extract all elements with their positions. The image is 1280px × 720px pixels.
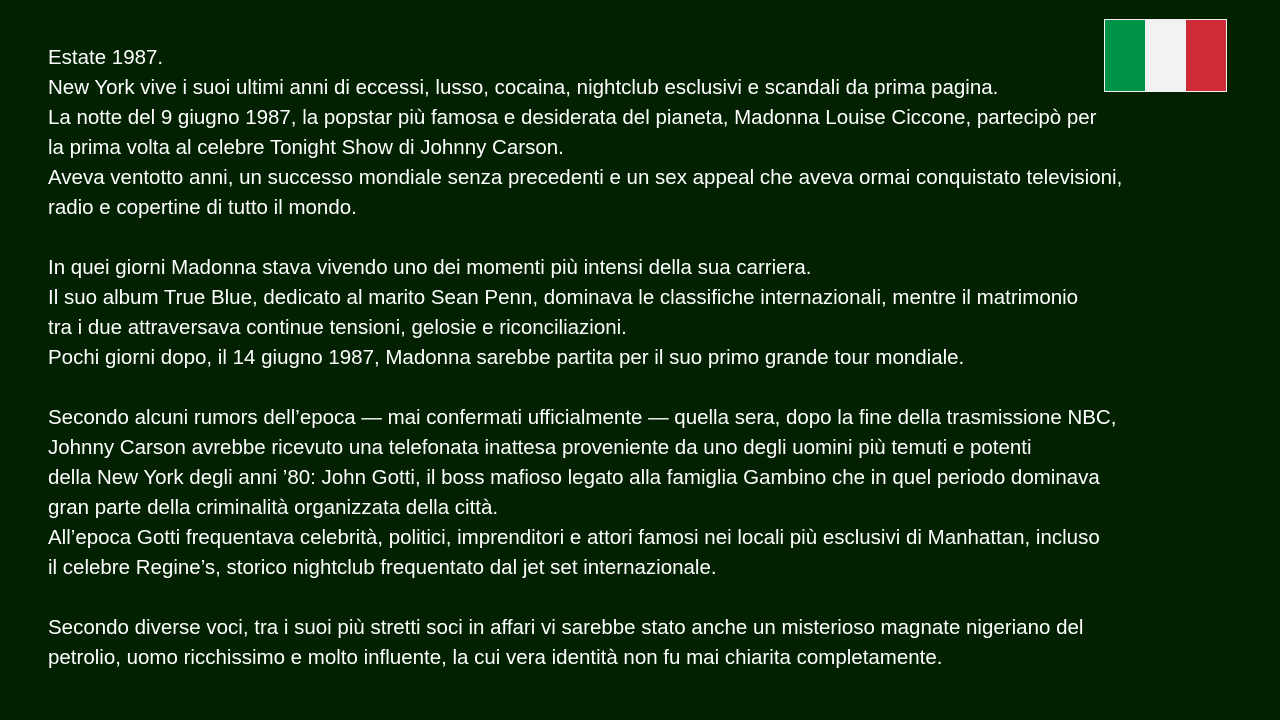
story-text xyxy=(48,43,1248,673)
paragraph-gap xyxy=(48,373,1248,403)
text-line: Secondo alcuni rumors dell’epoca — mai confermati ufficialmente — quella sera, dopo la fine della trasmissione NBC, xyxy=(48,406,1117,429)
text-line: Il suo album True Blue, dedicato al marito Sean Penn, dominava le classifiche internazionali, mentre il matrimonio xyxy=(48,286,1079,309)
paragraph xyxy=(48,613,1248,673)
text-line: New York vive i suoi ultimi anni di eccessi, lusso, cocaina, nightclub esclusivi e scandali da prima pagina. xyxy=(48,76,999,99)
text-line: All’epoca Gotti frequentava celebrità, politici, imprenditori e attori famosi nei locali più esclusivi di Manhattan, incluso xyxy=(48,526,1100,549)
text-line: radio e copertine di tutto il mondo. xyxy=(48,196,357,219)
paragraph-gap xyxy=(48,223,1248,253)
paragraph-gap xyxy=(48,583,1248,613)
text-line: Estate 1987. xyxy=(48,46,164,69)
paragraph xyxy=(48,403,1248,583)
text-line: della New York degli anni ’80: John Gotti, il boss mafioso legato alla famiglia Gambino che in quel periodo dominava xyxy=(48,466,1100,489)
text-line: tra i due attraversava continue tensioni, gelosie e riconciliazioni. xyxy=(48,316,627,339)
text-line: petrolio, uomo ricchissimo e molto influente, la cui vera identità non fu mai chiarita completamente. xyxy=(48,646,943,669)
text-line: Pochi giorni dopo, il 14 giugno 1987, Madonna sarebbe partita per il suo primo grande tour mondiale. xyxy=(48,346,965,369)
text-line: La notte del 9 giugno 1987, la popstar più famosa e desiderata del pianeta, Madonna Louise Ciccone, partecipò per xyxy=(48,106,1097,129)
paragraph xyxy=(48,253,1248,373)
text-line: Johnny Carson avrebbe ricevuto una telefonata inattesa proveniente da uno degli uomini più temuti e potenti xyxy=(48,436,1032,459)
flag-green-band xyxy=(1105,20,1145,91)
flag-white-band xyxy=(1145,20,1185,91)
text-line: il celebre Regine’s, storico nightclub frequentato dal jet set internazionale. xyxy=(48,556,717,579)
paragraph xyxy=(48,43,1248,223)
text-line: In quei giorni Madonna stava vivendo uno dei momenti più intensi della sua carriera. xyxy=(48,256,812,279)
text-line: la prima volta al celebre Tonight Show di Johnny Carson. xyxy=(48,136,564,159)
flag-red-band xyxy=(1186,20,1226,91)
text-line: Aveva ventotto anni, un successo mondiale senza precedenti e un sex appeal che aveva ormai conquistato televisioni, xyxy=(48,166,1123,189)
text-line: Secondo diverse voci, tra i suoi più stretti soci in affari vi sarebbe stato anche un misterioso magnate nigeriano del xyxy=(48,616,1084,639)
italy-flag-icon xyxy=(1104,19,1227,92)
text-line: gran parte della criminalità organizzata della città. xyxy=(48,496,499,519)
